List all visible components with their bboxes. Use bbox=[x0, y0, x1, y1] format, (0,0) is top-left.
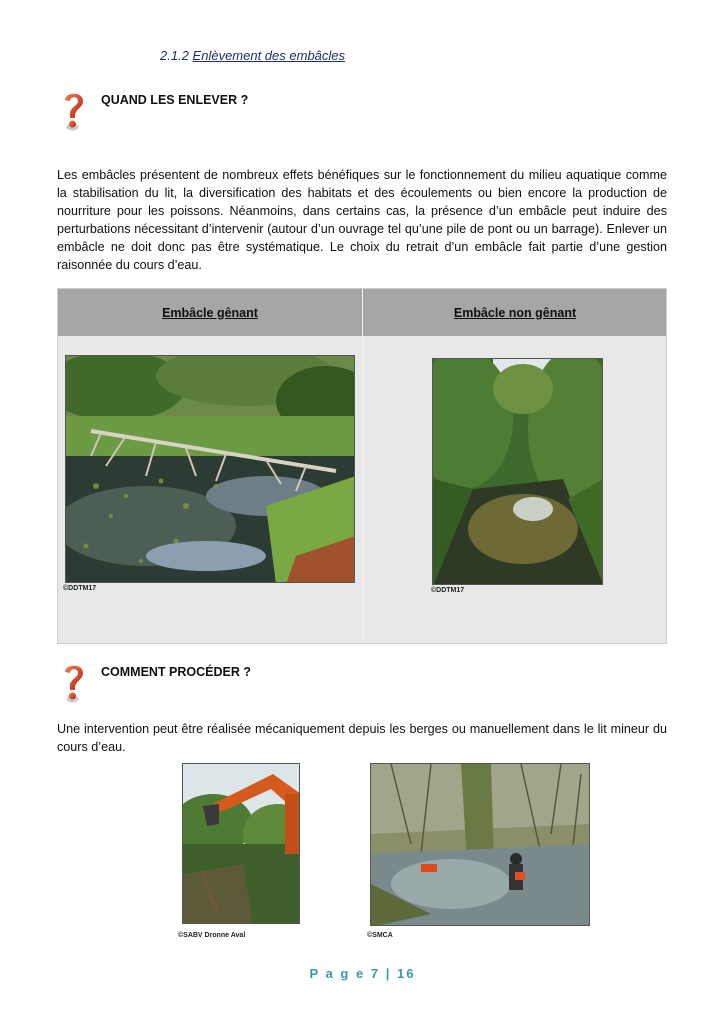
page-footer bbox=[0, 966, 725, 981]
credit-photo-2: ©DDTM17 bbox=[431, 587, 465, 594]
paragraph-how: Une intervention peut être réalisée mécaniquement depuis les berges ou manuellement dans le lit mineur du cours d’eau. bbox=[57, 722, 667, 754]
photo-mechanical-removal bbox=[182, 763, 300, 924]
photo-manual-removal bbox=[370, 763, 590, 926]
paragraph-when: Les embâcles présentent de nombreux effets bénéfiques sur le fonctionnement du milieu aquatique comme la stabilisation du lit, la diversification des habitats et des écoulements ou bien encore la production de nourriture pour les poissons. Néanmoins, dans certains cas, la présence d’un embâcle peut induire des perturbations nécessitant d’intervenir (autour d’un ouvrage tel qu’une pile de pont ou un barrage). Enlever un embâcle ne doit donc pas être systématique. Le choix du retrait d’un embâcle fait partie d’une gestion raisonnée du cours d’eau. bbox=[57, 168, 667, 272]
question-mark-icon bbox=[60, 662, 88, 704]
question-title-when: QUAND LES ENLEVER ? bbox=[101, 93, 249, 107]
credit-photo-4: ©SMCA bbox=[367, 932, 393, 939]
section-number: 2.1.2 bbox=[160, 48, 189, 63]
footer-separator: | bbox=[385, 966, 392, 981]
credit-photo-3: ©SABV Dronne Aval bbox=[178, 932, 246, 939]
question-title-how: COMMENT PROCÉDER ? bbox=[101, 665, 251, 679]
header-embacle-non-genant: Embâcle non gênant bbox=[453, 305, 577, 320]
section-heading bbox=[160, 48, 345, 63]
comparison-table bbox=[57, 288, 667, 644]
credit-photo-1: ©DDTM17 bbox=[63, 585, 97, 592]
section-title-link[interactable]: Enlèvement des embâcles bbox=[192, 48, 346, 63]
question-mark-icon bbox=[60, 90, 88, 132]
footer-page-number: 7 bbox=[370, 966, 381, 981]
photo-embacle-genant bbox=[65, 355, 355, 583]
table-divider bbox=[362, 289, 363, 643]
footer-page-total: 16 bbox=[396, 966, 416, 981]
photo-embacle-non-genant bbox=[432, 358, 603, 585]
footer-page-label: P a g e bbox=[309, 966, 366, 981]
header-embacle-genant: Embâcle gênant bbox=[162, 305, 258, 320]
